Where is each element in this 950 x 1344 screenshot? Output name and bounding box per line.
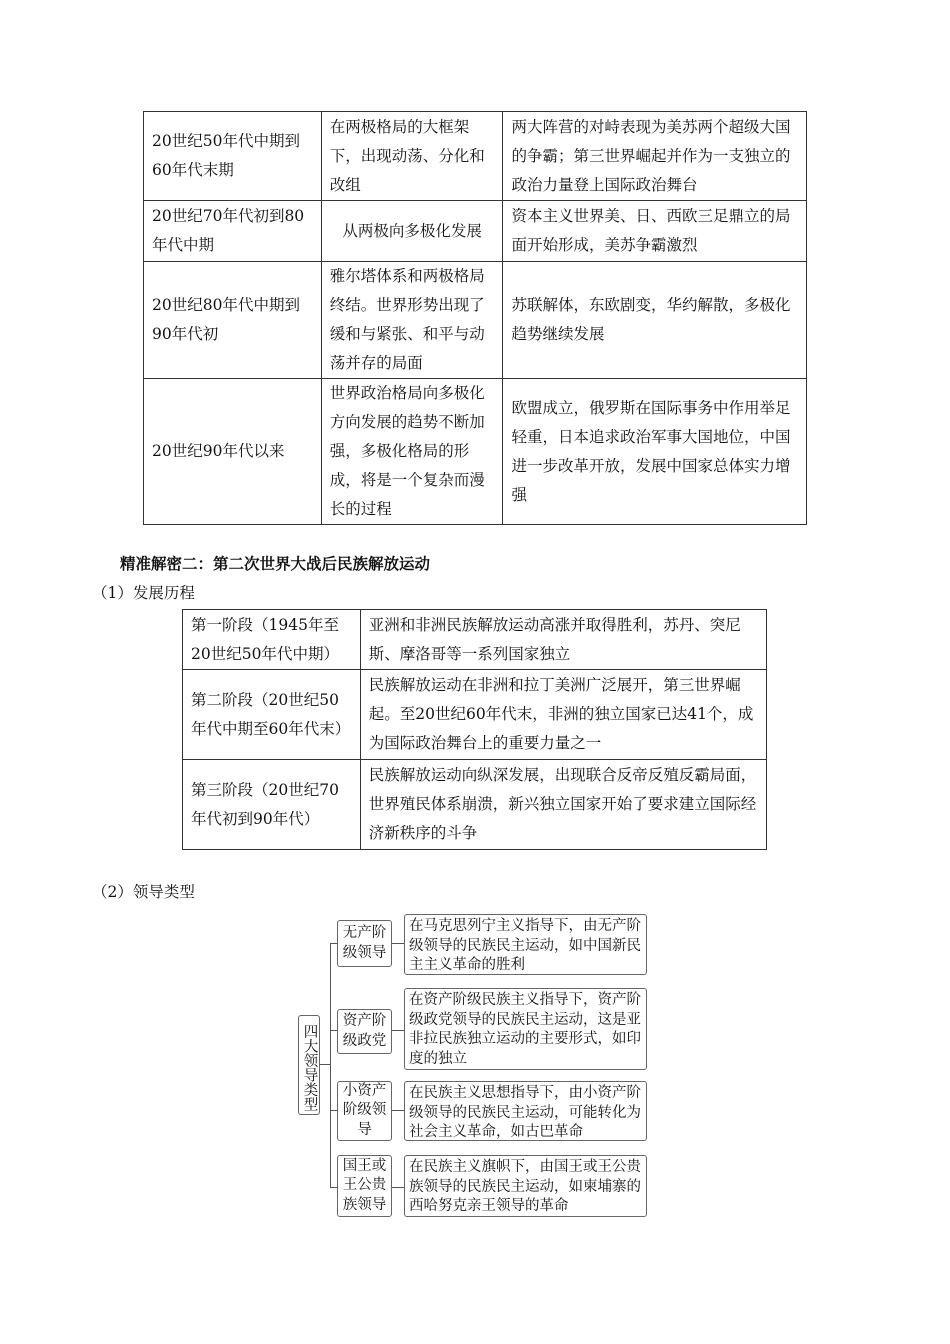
connector-line <box>392 1030 404 1031</box>
feature-cell: 在两极格局的大框架下，出现动荡、分化和改组 <box>321 112 503 201</box>
connector-line <box>330 943 331 1187</box>
stage-desc-cell: 亚洲和非洲民族解放运动高涨并取得胜利，苏丹、突尼斯、摩洛哥等一系列国家独立 <box>360 610 766 670</box>
connector-line <box>392 1110 404 1111</box>
stage-desc-cell: 民族解放运动向纵深发展，出现联合反帝反殖反霸局面，世界殖民体系崩溃，新兴独立国家开始了要求建立国际经济新秩序的斗争 <box>360 760 766 850</box>
world-pattern-table <box>143 111 807 525</box>
liberation-stages-table <box>182 609 767 850</box>
stage-cell: 第二阶段（20世纪50年代中期至60年代末） <box>183 670 361 760</box>
detail-cell: 两大阵营的对峙表现为美苏两个超级大国的争霸；第三世界崛起并作为一支独立的政治力量登上国际政治舞台 <box>503 112 807 201</box>
branch-label: 无产阶级领导 <box>337 920 392 967</box>
detail-cell: 欧盟成立，俄罗斯在国际事务中作用举足轻重，日本追求政治军事大国地位，中国进一步改革开放，发展中国家总体实力增强 <box>503 379 807 525</box>
connector-line <box>320 1064 330 1065</box>
period-cell: 20世纪50年代中期到60年代末期 <box>144 112 322 201</box>
period-cell: 20世纪80年代中期到90年代初 <box>144 262 322 379</box>
branch-label: 小资产阶级领导 <box>337 1081 392 1141</box>
subheading-development: （1）发展历程 <box>92 584 195 602</box>
branch-desc: 在资产阶级民族主义指导下，资产阶级政党领导的民族民主运动，这是亚非拉民族独立运动的主要形式，如印度的独立 <box>404 988 647 1070</box>
feature-cell: 世界政治格局向多极化方向发展的趋势不断加强，多极化格局的形成，将是一个复杂而漫长的过程 <box>321 379 503 525</box>
diagram-root: 四大领导类型 <box>298 1015 320 1115</box>
connector-line <box>330 1030 337 1031</box>
table-row <box>144 262 807 379</box>
table-row <box>183 760 767 850</box>
period-cell: 20世纪70年代初到80年代中期 <box>144 201 322 262</box>
branch-desc: 在马克思列宁主义指导下，由无产阶级领导的民族民主运动，如中国新民主主义革命的胜利 <box>404 914 647 975</box>
stage-desc-cell: 民族解放运动在非洲和拉丁美洲广泛展开，第三世界崛起。至20世纪60年代末，非洲的独立国家已达41个，成为国际政治舞台上的重要力量之一 <box>360 670 766 760</box>
subheading-leadership: （2）领导类型 <box>92 883 195 901</box>
connector-line <box>392 1187 404 1188</box>
connector-line <box>330 1110 337 1111</box>
branch-label: 资产阶级政党 <box>337 1009 392 1054</box>
branch-desc: 在民族主义旗帜下，由国王或王公贵族领导的民族民主运动，如柬埔寨的西哈努克亲王领导的革命 <box>404 1155 647 1217</box>
connector-line <box>392 943 404 944</box>
table-row <box>183 610 767 670</box>
period-cell: 20世纪90年代以来 <box>144 379 322 525</box>
connector-line <box>330 1187 337 1188</box>
stage-cell: 第三阶段（20世纪70年代初到90年代） <box>183 760 361 850</box>
detail-cell: 资本主义世界美、日、西欧三足鼎立的局面开始形成，美苏争霸激烈 <box>503 201 807 262</box>
table-row <box>144 201 807 262</box>
table-row <box>144 379 807 525</box>
branch-label: 国王或王公贵族领导 <box>337 1155 392 1217</box>
section-heading: 精准解密二：第二次世界大战后民族解放运动 <box>120 554 431 573</box>
detail-cell: 苏联解体，东欧剧变，华约解散，多极化趋势继续发展 <box>503 262 807 379</box>
connector-line <box>330 943 337 944</box>
feature-cell: 雅尔塔体系和两极格局终结。世界形势出现了缓和与紧张、和平与动荡并存的局面 <box>321 262 503 379</box>
table-row <box>144 112 807 201</box>
branch-desc: 在民族主义思想指导下，由小资产阶级领导的民族民主运动，可能转化为社会主义革命，如古巴革命 <box>404 1081 647 1141</box>
table-row <box>183 670 767 760</box>
feature-cell: 从两极向多极化发展 <box>321 201 503 262</box>
stage-cell: 第一阶段（1945年至20世纪50年代中期） <box>183 610 361 670</box>
